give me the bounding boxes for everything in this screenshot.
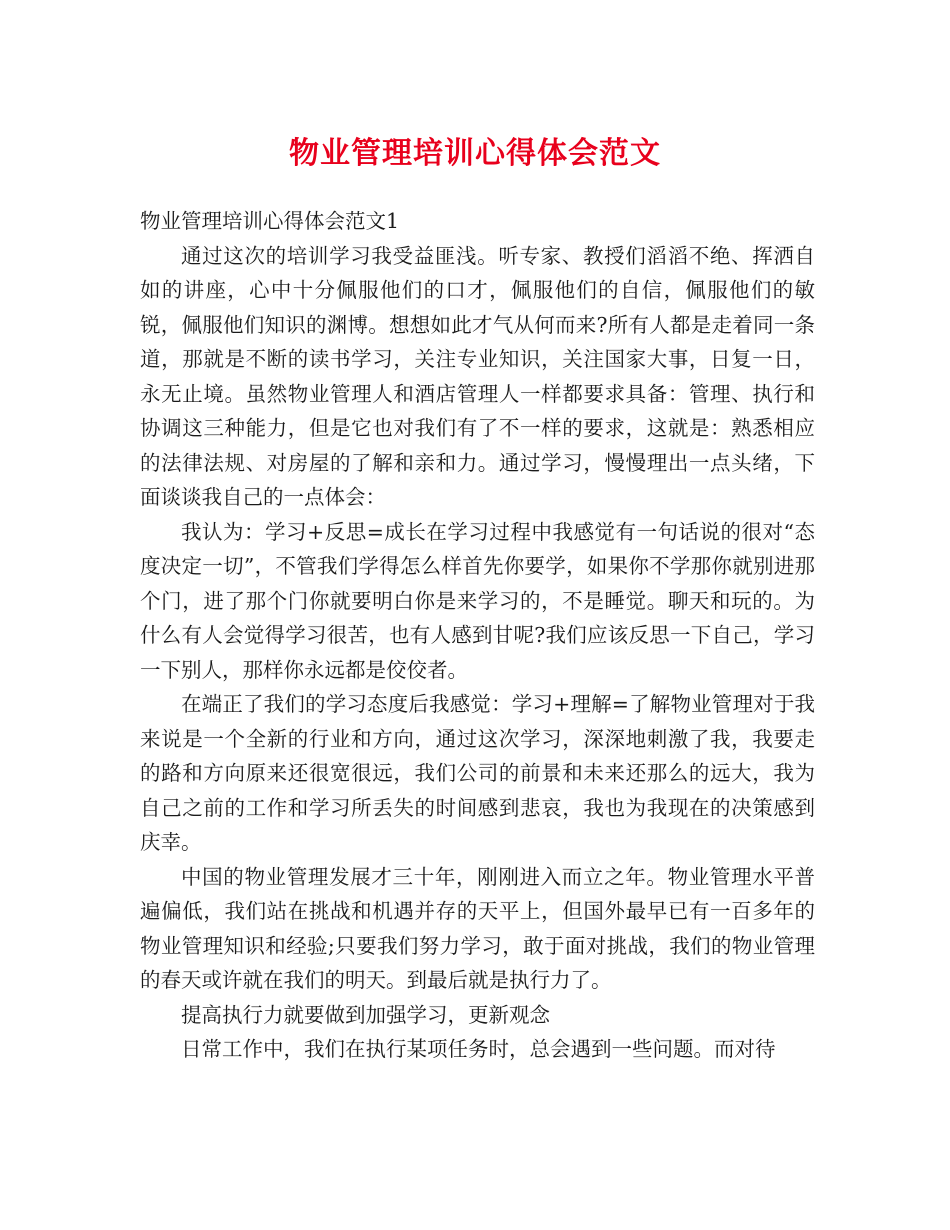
document-body bbox=[140, 204, 815, 1067]
paragraph-4: 中国的物业管理发展才三十年，刚刚进入而立之年。物业管理水平普遍偏低，我们站在挑战和机遇并存的天平上，但国外最早已有一百多年的物业管理知识和经验;只要我们努力学习，敢于面对挑战，我们的物业管理的春天或许就在我们的明天。到最后就是执行力了。 bbox=[140, 864, 815, 992]
paragraph-2: 我认为：学习+反思=成长在学习过程中我感觉有一句话说的很对“态度决定一切”，不管我们学得怎么样首先你要学，如果你不学那你就别进那个门，进了那个门你就要明白你是来学习的，不是睡觉。聊天和玩的。为什么有人会觉得学习很苦，也有人感到甘呢?我们应该反思一下自己，学习一下别人，那样你永远都是佼佼者。 bbox=[140, 519, 815, 682]
paragraph-6: 日常工作中，我们在执行某项任务时，总会遇到一些问题。而对待 bbox=[181, 1037, 776, 1061]
paragraph-1: 通过这次的培训学习我受益匪浅。听专家、教授们滔滔不绝、挥洒自如的讲座，心中十分佩服他们的口才，佩服他们的自信，佩服他们的敏锐，佩服他们知识的渊博。想想如此才气从何而来?所有人都是走着同一条道，那就是不断的读书学习，关注专业知识，关注国家大事，日复一日，永无止境。虽然物业管理人和酒店管理人一样都要求具备：管理、执行和协调这三种能力，但是它也对我们有了不一样的要求，这就是：熟悉相应的法律法规、对房屋的了解和亲和力。通过学习，慢慢理出一点头绪，下面谈谈我自己的一点体会： bbox=[140, 243, 815, 509]
document-title: 物业管理培训心得体会范文 bbox=[289, 136, 661, 171]
paragraph-3: 在端正了我们的学习态度后我感觉：学习+理解=了解物业管理对于我来说是一个全新的行业和方向，通过这次学习，深深地刺激了我，我要走的路和方向原来还很宽很远，我们公司的前景和未来还那么的远大，我为自己之前的工作和学习所丢失的时间感到悲哀，我也为我现在的决策感到庆幸。 bbox=[140, 692, 815, 854]
paragraph-5: 提高执行力就要做到加强学习，更新观念 bbox=[181, 1002, 550, 1027]
section-heading: 物业管理培训心得体会范文1 bbox=[140, 209, 400, 233]
